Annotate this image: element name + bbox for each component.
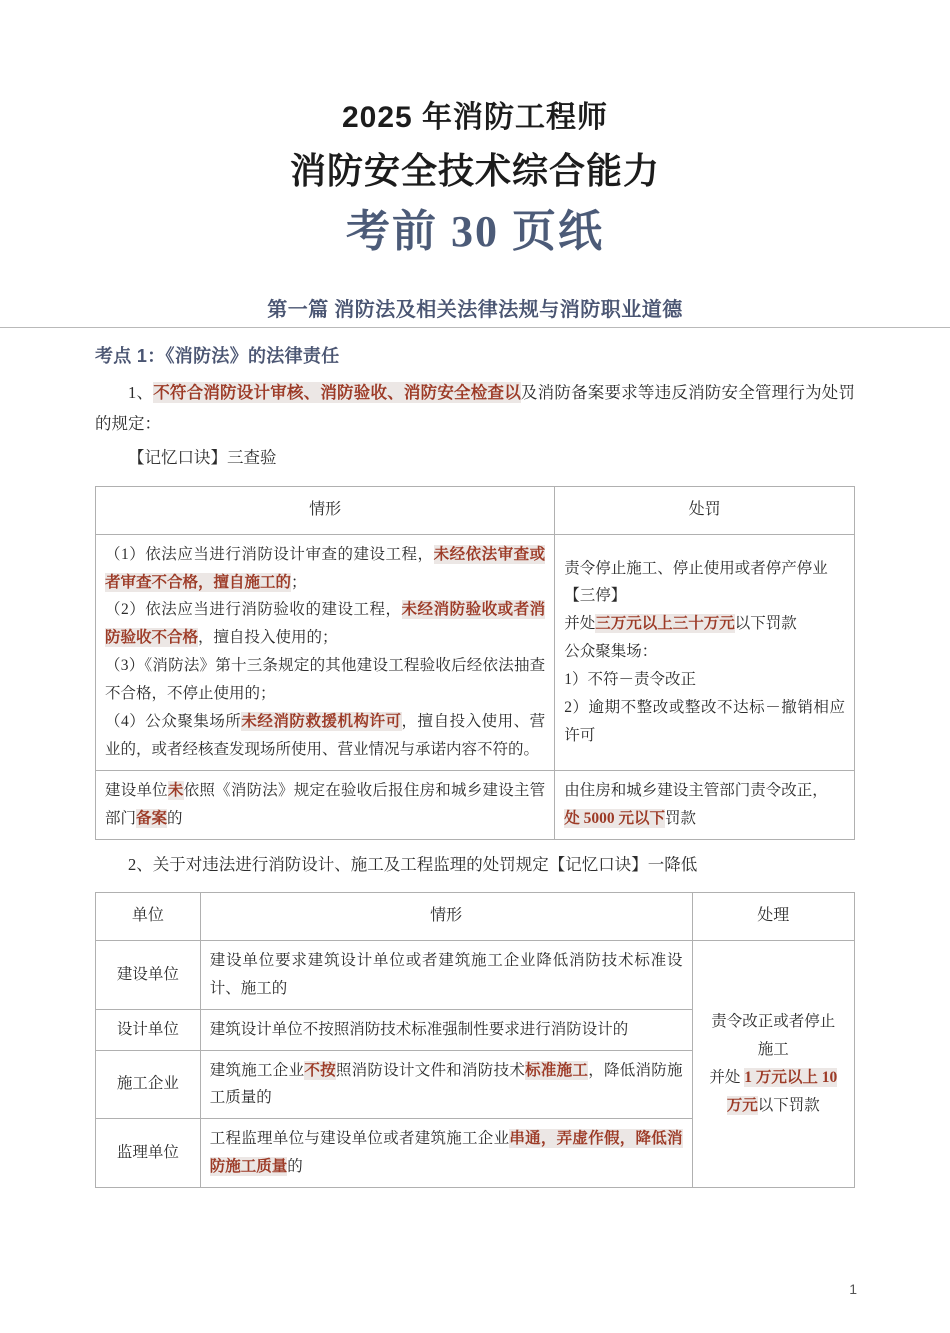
table2-cell-situation	[200, 1009, 692, 1050]
paragraph-1-number: 1、	[128, 383, 154, 403]
table-row	[96, 534, 855, 770]
table-legal-liability	[95, 486, 855, 840]
rich-line	[564, 694, 845, 750]
highlighted-text: 标准施工	[525, 1061, 589, 1079]
plain-text: 【三停】	[564, 587, 627, 605]
rich-line	[105, 541, 545, 597]
rich-line	[210, 947, 683, 1003]
table-row	[96, 770, 855, 839]
plain-text: 建设单位	[105, 781, 168, 799]
rich-line	[702, 1064, 845, 1120]
rich-line	[564, 777, 845, 805]
table2-header-unit: 单位	[96, 893, 201, 941]
plain-text: 责令停止施工、停止使用或者停产停业	[564, 559, 828, 577]
rich-line	[210, 1057, 683, 1113]
plain-text: 由住房和城乡建设主管部门责令改正，	[564, 781, 828, 799]
paragraph-1-rest: 及消防备案要求等违反消防安全管理行为处罚的规定：	[95, 383, 856, 433]
table-header-row	[96, 893, 855, 941]
highlighted-text: 备案	[136, 809, 168, 827]
paragraph-mnemonic-1: 【记忆口诀】三查验	[128, 448, 277, 468]
cover-title-block	[95, 0, 855, 263]
table1-header-situation: 情形	[96, 486, 555, 534]
table2-cell-unit: 监理单位	[96, 1119, 201, 1188]
table-design-construction-penalties	[95, 892, 855, 1188]
rich-line	[564, 610, 845, 638]
paragraph-1	[95, 378, 855, 439]
plain-text: （4）公众聚集场所	[105, 712, 242, 730]
section-heading: 第一篇 消防法及相关法律法规与消防职业道德	[267, 299, 683, 322]
paragraph-2: 2、关于对违法进行消防设计、施工及工程监理的处罚规定【记忆口诀】一降低	[128, 854, 698, 874]
rich-line	[564, 555, 845, 583]
table2-header-handling: 处理	[692, 893, 854, 941]
table1-cell-penalty	[555, 534, 855, 770]
highlighted-text: 三万元以上三十万元	[595, 615, 735, 633]
table1-cell-situation	[96, 534, 555, 770]
page-number: 1	[849, 1281, 857, 1297]
rich-line	[564, 805, 845, 833]
table-header-row	[96, 486, 855, 534]
plain-text: （2）依法应当进行消防验收的建设工程，	[105, 601, 402, 619]
plain-text: 建筑施工企业	[209, 1061, 305, 1079]
rich-line	[702, 1008, 845, 1036]
table2-cell-situation	[200, 1119, 692, 1188]
table2-cell-unit: 设计单位	[96, 1009, 201, 1050]
plain-text: ；	[291, 573, 307, 591]
kaodian-heading: 考点 1：《消防法》的法律责任	[95, 346, 340, 367]
table1-cell-situation	[96, 770, 555, 839]
highlighted-text: 未	[167, 781, 184, 799]
plain-text: 建筑设计单位不按照消防技术标准强制性要求进行消防设计的	[209, 1020, 629, 1038]
plain-text: ，擅自投入使用、营业的，或者经核查发现场所使用、营业情况与承诺内容不符的。	[105, 712, 546, 758]
plain-text: ，擅自投入使用的；	[198, 629, 338, 647]
plain-text: 罚款	[664, 809, 696, 827]
highlighted-text: 不按	[304, 1061, 336, 1079]
paragraph-1-highlight: 不符合消防设计审核、消防验收、消防安全检查以	[153, 383, 521, 403]
plain-text: 并处	[709, 1068, 745, 1086]
rich-line	[564, 582, 845, 610]
rich-line	[105, 777, 545, 833]
highlighted-text: 1 万元以上 10 万元	[726, 1068, 838, 1114]
table2-cell-situation	[200, 940, 692, 1009]
table2-cell-handling	[692, 940, 854, 1187]
plain-text: 以下罚款	[734, 615, 797, 633]
plain-text: 依照《消防法》规定在验收后报住房和城乡建设主管部门	[105, 781, 546, 827]
rich-line	[105, 652, 545, 708]
rich-line	[702, 1036, 845, 1064]
rich-line	[210, 1125, 683, 1181]
highlighted-text: 串通，弄虚作假，降低消防施工质量	[209, 1130, 683, 1176]
plain-text: 的	[287, 1158, 303, 1176]
plain-text: 公众聚集场：	[564, 643, 658, 661]
cover-title-year: 2025 年消防工程师	[341, 101, 609, 134]
header-divider	[0, 327, 950, 328]
table1-body	[96, 534, 855, 839]
plain-text: （3）《消防法》第十三条规定的其他建设工程验收后经依法抽查不合格，不停止使用的；	[105, 657, 546, 703]
plain-text: （1）依法应当进行消防设计审查的建设工程，	[105, 545, 434, 563]
table2-body	[96, 940, 855, 1187]
plain-text: 2）逾期不整改或整改不达标－撤销相应许可	[564, 699, 845, 744]
plain-text: ，降低消防施工质量的	[209, 1061, 683, 1107]
rich-line	[105, 708, 545, 764]
rich-line	[564, 666, 845, 694]
table1-header-penalty: 处罚	[555, 486, 855, 534]
plain-text: 责令改正或者停止	[711, 1013, 836, 1031]
cover-title-main: 考前 30 页纸	[346, 206, 604, 256]
plain-text: 并处	[564, 615, 596, 633]
rich-line	[210, 1016, 683, 1044]
highlighted-text: 处 5000 元以下	[564, 809, 665, 827]
table2-cell-unit: 施工企业	[96, 1050, 201, 1119]
plain-text: 工程监理单位与建设单位或者建筑施工企业	[209, 1130, 510, 1148]
plain-text: 的	[167, 809, 183, 827]
highlighted-text: 未经消防救援机构许可	[241, 712, 402, 730]
highlighted-text: 未经依法审查或者审查不合格，擅自施工的	[105, 545, 546, 591]
table2-header-situation: 情形	[200, 893, 692, 941]
plain-text: 建设单位要求建筑设计单位或者建筑施工企业降低消防技术标准设计、施工的	[209, 951, 683, 997]
rich-line	[564, 638, 845, 666]
plain-text: 1）不符－责令改正	[564, 671, 696, 689]
cover-title-subject: 消防安全技术综合能力	[289, 149, 660, 191]
table2-cell-situation	[200, 1050, 692, 1119]
plain-text: 照消防设计文件和消防技术	[335, 1061, 526, 1079]
table1-cell-penalty	[555, 770, 855, 839]
rich-line	[105, 596, 545, 652]
highlighted-text: 未经消防验收或者消防验收不合格	[105, 601, 546, 647]
plain-text: 施工	[757, 1041, 789, 1059]
table-row	[96, 940, 855, 1009]
table2-cell-unit: 建设单位	[96, 940, 201, 1009]
plain-text: 以下罚款	[757, 1096, 820, 1114]
